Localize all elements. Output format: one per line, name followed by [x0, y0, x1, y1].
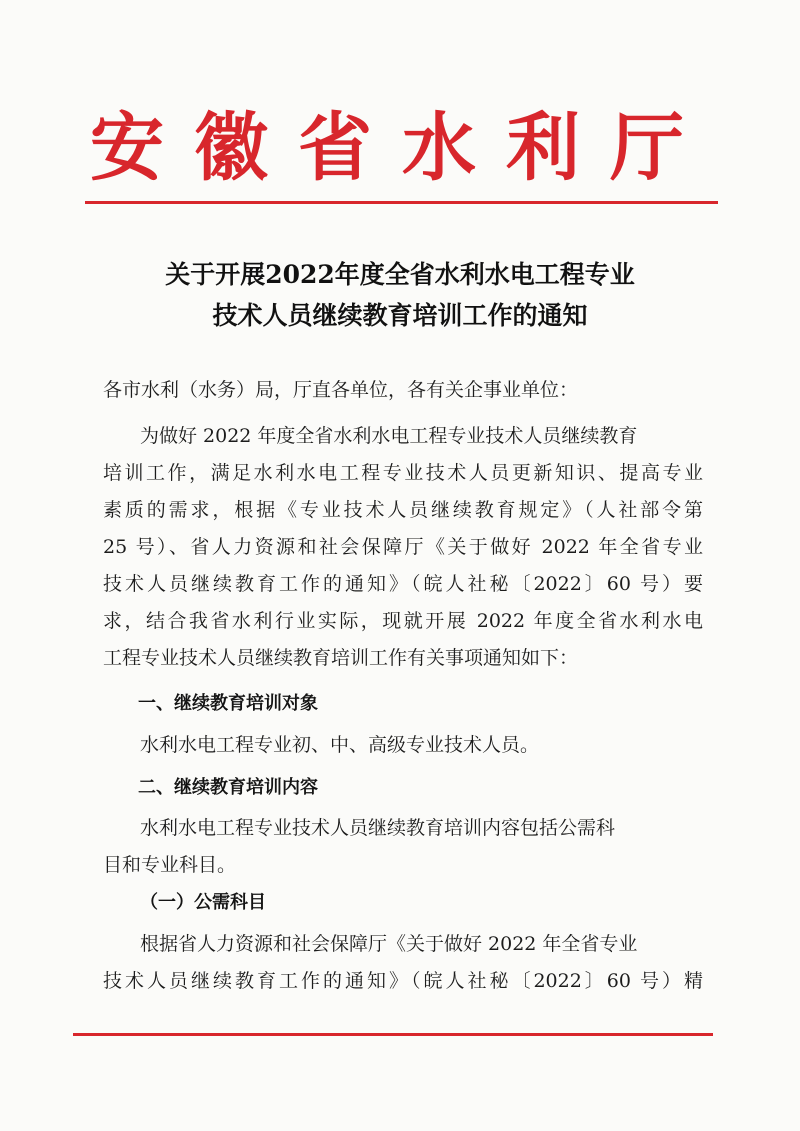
subsection-1-line: 根据省人力资源和社会保障厅《关于做好 2022 年全省专业	[140, 933, 638, 955]
document-title-line1: 关于开展2022年度全省水利水电工程专业	[165, 260, 635, 289]
subsection-heading-1: （一）公需科目	[140, 892, 266, 913]
paragraph-line: 工程专业技术人员继续教育培训工作有关事项通知如下：	[103, 647, 579, 669]
paragraph-line: 素质的需求，根据《专业技术人员继续教育规定》（人社部令第	[103, 499, 703, 521]
section-2-line: 水利水电工程专业技术人员继续教育培训内容包括公需科	[140, 817, 616, 839]
section-2-line: 目和专业科目。	[103, 854, 237, 876]
paragraph-line: 25 号）、省人力资源和社会保障厅《关于做好 2022 年全省专业	[103, 536, 703, 558]
footer-divider	[73, 1033, 713, 1036]
subsection-1-line: 技术人员继续教育工作的通知》（皖人社秘〔2022〕60 号）精	[103, 970, 703, 992]
paragraph-line: 求，结合我省水利行业实际，现就开展 2022 年度全省水利水电	[103, 610, 703, 632]
paragraph-line: 培训工作，满足水利水电工程专业技术人员更新知识、提高专业	[103, 462, 703, 484]
agency-letterhead: 安徽省水利厅	[90, 105, 714, 191]
document-title-line2: 技术人员继续教育培训工作的通知	[212, 301, 588, 330]
section-heading-2: 二、继续教育培训内容	[138, 777, 318, 798]
letterhead-divider	[85, 201, 718, 204]
paragraph-line: 为做好 2022 年度全省水利水电工程专业技术人员继续教育	[140, 425, 638, 447]
section-heading-1: 一、继续教育培训对象	[138, 693, 318, 714]
section-1-text: 水利水电工程专业初、中、高级专业技术人员。	[140, 734, 540, 756]
paragraph-line: 技术人员继续教育工作的通知》（皖人社秘〔2022〕60 号）要	[103, 573, 703, 595]
salutation: 各市水利（水务）局，厅直各单位，各有关企事业单位：	[103, 379, 579, 401]
